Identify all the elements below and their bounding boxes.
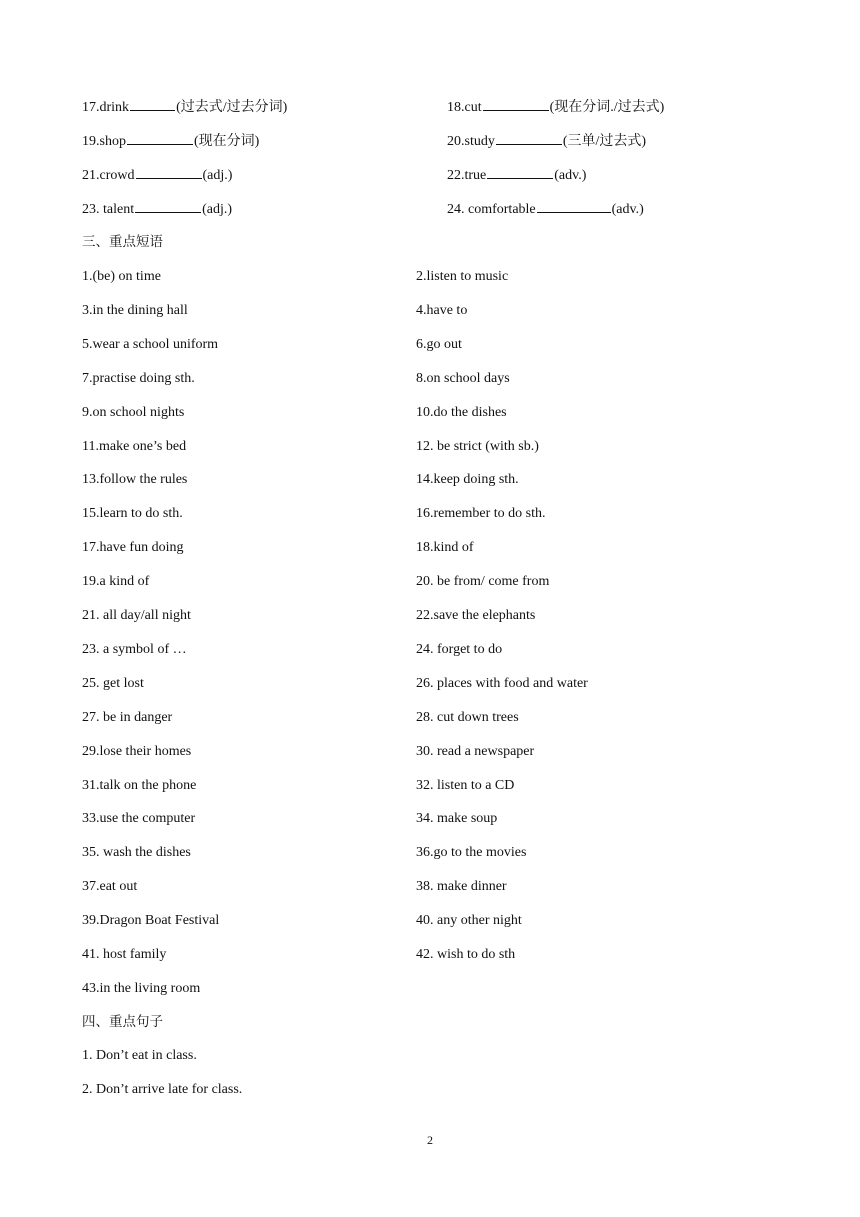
phrase-item: 38. make dinner	[416, 879, 507, 894]
word-hint: (现在分词./过去式)	[549, 100, 665, 115]
phrase-item: 36.go to the movies	[416, 845, 527, 860]
phrase-item: 12. be strict (with sb.)	[416, 439, 539, 454]
phrase-item: 16.remember to do sth.	[416, 506, 546, 521]
phrase-item: 33.use the computer	[82, 811, 196, 826]
word-hint: (过去式/过去分词)	[176, 100, 288, 115]
phrase-item: 10.do the dishes	[416, 405, 507, 420]
sentence-item: 2. Don’t arrive late for class.	[82, 1082, 243, 1097]
phrase-row	[82, 978, 782, 1000]
word-form-row	[82, 164, 782, 186]
phrase-item: 5.wear a school uniform	[82, 337, 219, 352]
phrase-row	[82, 605, 782, 627]
phrase-item: 20. be from/ come from	[416, 574, 550, 589]
answer-blank[interactable]	[130, 96, 175, 111]
phrase-item: 13.follow the rules	[82, 472, 188, 487]
phrase-row	[82, 436, 782, 458]
word-hint: (三单/过去式)	[562, 134, 647, 149]
word-form-item	[82, 198, 232, 221]
phrase-row	[82, 910, 782, 932]
word-form-item	[82, 130, 259, 153]
word-stem: 22.true	[447, 168, 487, 183]
answer-blank[interactable]	[483, 96, 549, 111]
answer-blank[interactable]	[537, 198, 611, 213]
phrase-item: 19.a kind of	[82, 574, 150, 589]
answer-blank[interactable]	[127, 130, 193, 145]
phrase-item: 9.on school nights	[82, 405, 185, 420]
phrase-item: 43.in the living room	[82, 981, 201, 996]
phrase-item: 41. host family	[82, 947, 167, 962]
sentence-item: 1. Don’t eat in class.	[82, 1048, 197, 1063]
phrase-item: 26. places with food and water	[416, 676, 588, 691]
word-form-row	[82, 130, 782, 152]
phrase-item: 28. cut down trees	[416, 710, 519, 725]
phrase-row	[82, 707, 782, 729]
phrase-item: 34. make soup	[416, 811, 498, 826]
word-form-item	[82, 164, 232, 187]
answer-blank[interactable]	[136, 164, 202, 179]
phrase-item: 30. read a newspaper	[416, 744, 535, 759]
phrase-item: 32. listen to a CD	[416, 778, 515, 793]
word-form-row	[82, 198, 782, 220]
word-stem: 17.drink	[82, 100, 130, 115]
word-form-item	[447, 130, 646, 153]
phrase-item: 15.learn to do sth.	[82, 506, 183, 521]
phrase-row	[82, 503, 782, 525]
phrase-item: 8.on school days	[416, 371, 510, 386]
word-stem: 21.crowd	[82, 168, 135, 183]
word-stem: 18.cut	[447, 100, 482, 115]
phrase-row	[82, 741, 782, 763]
word-form-row	[82, 96, 782, 118]
phrase-item: 23. a symbol of …	[82, 642, 187, 657]
phrase-item: 31.talk on the phone	[82, 778, 197, 793]
word-hint: (现在分词)	[193, 134, 260, 149]
phrase-row	[82, 775, 782, 797]
phrase-item: 25. get lost	[82, 676, 144, 691]
phrase-row	[82, 808, 782, 830]
word-form-item	[447, 96, 664, 119]
phrase-item: 35. wash the dishes	[82, 845, 191, 860]
phrase-row	[82, 300, 782, 322]
phrase-row	[82, 402, 782, 424]
word-hint: (adv.)	[554, 168, 587, 183]
word-hint: (adj.)	[202, 168, 233, 183]
word-form-item	[447, 198, 644, 221]
word-stem: 19.shop	[82, 134, 126, 149]
phrase-item: 29.lose their homes	[82, 744, 192, 759]
phrase-row	[82, 571, 782, 593]
word-hint: (adv.)	[611, 202, 644, 217]
phrase-row	[82, 266, 782, 288]
phrase-row	[82, 537, 782, 559]
sentences-section-heading: 四、重点句子	[82, 1014, 163, 1030]
answer-blank[interactable]	[487, 164, 553, 179]
phrase-item: 2.listen to music	[416, 269, 509, 284]
phrase-row	[82, 334, 782, 356]
phrase-item: 18.kind of	[416, 540, 474, 555]
phrase-item: 17.have fun doing	[82, 540, 184, 555]
phrase-item: 4.have to	[416, 303, 468, 318]
phrase-item: 24. forget to do	[416, 642, 503, 657]
phrase-item: 40. any other night	[416, 913, 522, 928]
phrase-item: 7.practise doing sth.	[82, 371, 195, 386]
phrases-section-heading: 三、重点短语	[82, 234, 163, 250]
answer-blank[interactable]	[496, 130, 562, 145]
phrase-row	[82, 944, 782, 966]
phrase-item: 42. wish to do sth	[416, 947, 516, 962]
answer-blank[interactable]	[135, 198, 201, 213]
phrase-row	[82, 842, 782, 864]
word-stem: 23. talent	[82, 202, 135, 217]
page-number: 2	[427, 1133, 433, 1147]
phrase-item: 39.Dragon Boat Festival	[82, 913, 220, 928]
phrase-item: 37.eat out	[82, 879, 138, 894]
phrase-item: 21. all day/all night	[82, 608, 191, 623]
phrase-item: 6.go out	[416, 337, 462, 352]
word-form-item	[82, 96, 287, 119]
phrase-item: 14.keep doing sth.	[416, 472, 519, 487]
phrase-item: 27. be in danger	[82, 710, 173, 725]
word-stem: 20.study	[447, 134, 495, 149]
phrase-row	[82, 469, 782, 491]
phrase-item: 1.(be) on time	[82, 269, 161, 284]
phrase-row	[82, 876, 782, 898]
phrase-row	[82, 673, 782, 695]
word-stem: 24. comfortable	[447, 202, 536, 217]
word-form-item	[447, 164, 586, 187]
word-hint: (adj.)	[202, 202, 233, 217]
phrase-row	[82, 368, 782, 390]
phrase-row	[82, 639, 782, 661]
phrase-item: 11.make one’s bed	[82, 439, 187, 454]
phrase-item: 3.in the dining hall	[82, 303, 188, 318]
phrase-item: 22.save the elephants	[416, 608, 536, 623]
